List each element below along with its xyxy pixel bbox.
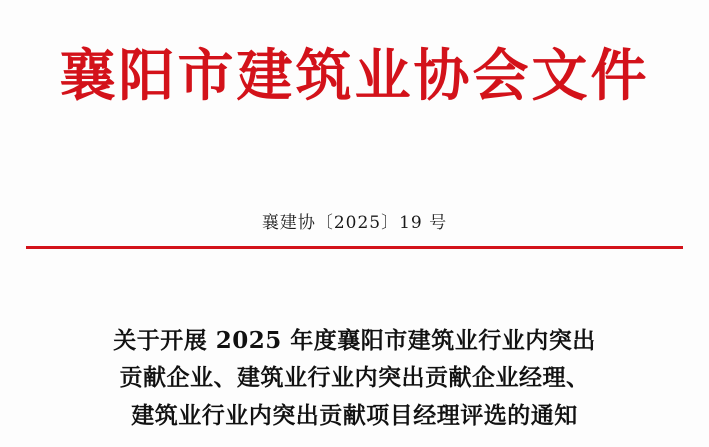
- document-subject-line-1: 关于开展 2025 年度襄阳市建筑业行业内突出: [113, 327, 596, 354]
- document-number: 襄建协〔2025〕19 号: [261, 213, 448, 233]
- red-divider-rule: [26, 246, 683, 249]
- document-title: 襄阳市建筑业协会文件: [59, 43, 650, 109]
- document-subject: [60, 322, 649, 434]
- document-subject-line-2: 贡献企业、建筑业行业内突出贡献企业经理、: [119, 364, 590, 392]
- document-subject-line-3: 建筑业行业内突出贡献项目经理评选的通知: [131, 401, 578, 429]
